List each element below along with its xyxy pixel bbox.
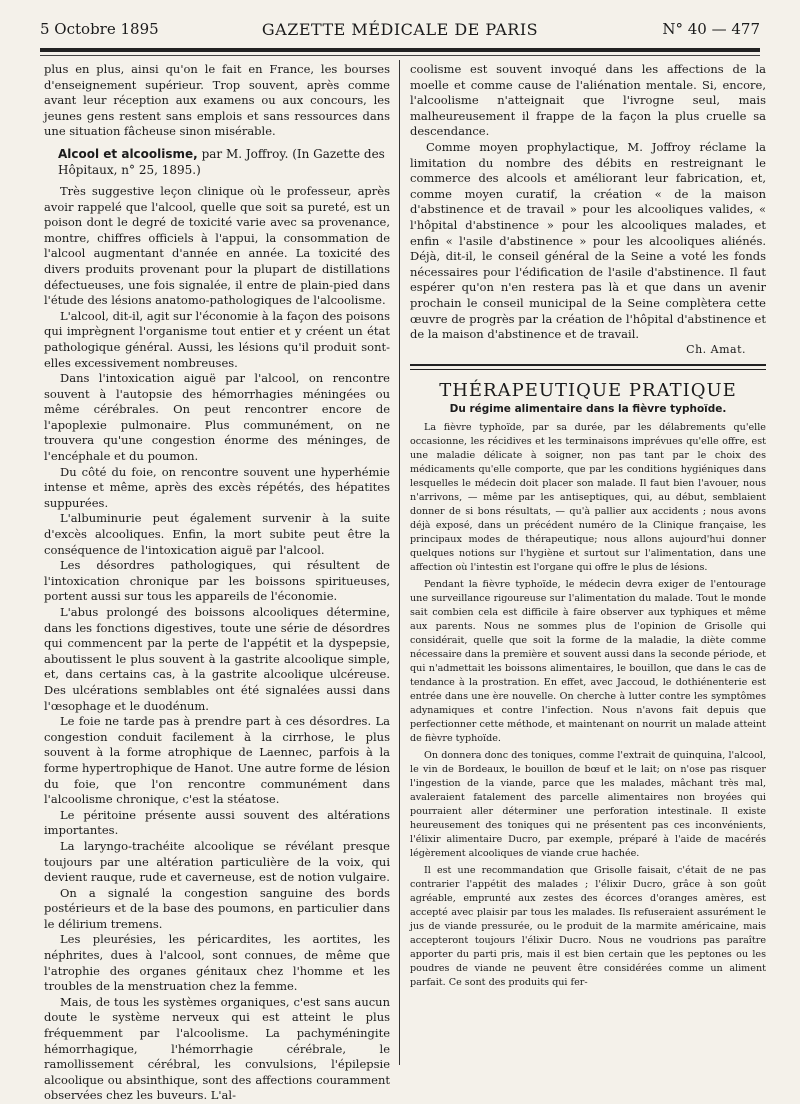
article-paragraph: Les désordres pathologiques, qui résultent de l'intoxication chronique par les boissons spiritueuses, portent aussi sur tous les appareils de l'économie. [44,558,390,604]
therapeutics-article [410,421,766,990]
article-paragraph: Du côté du foie, on rencontre souvent une hyperhémie intense et même, après des excès répétés, des hépatites suppurées. [44,464,390,510]
article-paragraph: Les pleurésies, les péricardites, les aortites, les néphrites, dues à l'alcool, sont connues, de même que l'atrophie des organes génitaux chez l'homme et les troubles de la menstruation chez la femme. [44,932,390,994]
article-paragraph: Mais, de tous les systèmes organiques, c'est sans aucun doute le système nerveux qui est atteint le plus fréquemment par l'alcoolisme. La pachyméningite hémorrhagique, l'hémorrhagie cérébrale, le ramollissement cérébral, les convulsions, l'épilepsie alcoolique ou absinthique, sont des affections couramment observées chez les buveurs. L'al- [44,994,390,1103]
article-paragraph: Le foie ne tarde pas à prendre part à ces désordres. La congestion conduit facilement à la cirrhose, le plus souvent à la forme atrophique de Laennec, parfois à la forme hypertrophique de Hanot. Une autre forme de lésion du foie, que l'on rencontre communément dans l'alcoolisme chronique, c'est la stéatose. [44,714,390,807]
left-column [44,62,390,1103]
page-number: N° 40 — 477 [662,20,760,38]
header-rule-thin [40,55,760,56]
article-paragraph: La fièvre typhoïde, par sa durée, par les délabrements qu'elle occasionne, les récidives et les terminaisons imprévues qu'elle offre, est une maladie délicate à soigner, non pas tant par le choix des médicaments qu'elle comporte, que par les conditions hygiéniques dans lesquelles le médecin doit placer son malade. Il faut bien l'avouer, nous n'arrivons, — même par les antiseptiques, qui, au début, semblaient donner de si bons résultats, — qu'à pallier aux accidents ; nous avons déjà exposé, dans un précédent numéro de la Clinique française, les principaux modes de thérapeutique; nous allons aujourd'hui donner quelques notions sur l'hygiène et surtout sur l'alimentation, dans une affection où l'intestin est l'organe qui offre le plus de lésions. [410,421,766,573]
issue-date: 5 Octobre 1895 [40,20,159,38]
article-paragraph: Dans l'intoxication aiguë par l'alcool, on rencontre souvent à l'autopsie des hémorrhagies méningées ou même cérébrales. On peut rencontrer encore de l'apoplexie pulmonaire. Plus communément, on ne trouvera qu'une congestion énorme des méninges, de l'encéphale et du poumon. [44,371,390,464]
article-paragraph: L'abus prolongé des boissons alcooliques détermine, dans les fonctions digestives, toute une série de désordres qui commencent par la perte de l'appétit et la dyspepsie, aboutissent le plus souvent à la gastrite alcoolique simple, et, dans certains cas, à la gastrite alcoolique ulcéreuse. Des ulcérations semblables ont été signalées aussi dans l'œsophage et le duodénum. [44,605,390,713]
article-heading [44,146,390,178]
journal-title: GAZETTE MÉDICALE DE PARIS [261,20,539,39]
continued-paragraph: coolisme est souvent invoqué dans les affections de la moelle et comme cause de l'aliénation mentale. Si, encore, l'alcoolisme n'atteignait que l'ivrogne seul, mais malheureusement il frappe de la façon la plus cruelle sa descendance. [410,62,766,139]
article-paragraph: On donnera donc des toniques, comme l'extrait de quinquina, l'alcool, le vin de Bordeaux, le bouillon de bœuf et le lait; on n'ose pas risquer l'ingestion de la viande, parce que les malades, mâchant très mal, avaleraient fatalement des parcelle alimentaires non broyées qui pourraient aller déterminer une perforation intestinale. Il existe heureusement des toniques qui ne présentent pas ces inconvénients, l'élixir alimentaire Ducro, par exemple, préparé à l'aide de macérés légèrement alcooliques de viande crue hachée. [410,749,766,859]
continued-paragraph: plus en plus, ainsi qu'on le fait en France, les bourses d'enseignement supérieur. Trop souvent, après comme avant leur réception aux examens ou aux concours, les jeunes gens restent sans emplois et sans ressources dans une situation fâcheuse sinon misérable. [44,62,390,139]
author-signature: Ch. Amat. [686,342,746,356]
article-paragraph: L'albuminurie peut également survenir à la suite d'excès alcooliques. Enfin, la mort subite peut être la conséquence de l'intoxication aiguë par l'alcool. [44,511,390,557]
article-paragraph: Très suggestive leçon clinique où le professeur, après avoir rappelé que l'alcool, quelle que soit sa pureté, est un poison dont le degré de toxicité varie avec sa provenance, montre, chiffres officiels à l'appui, la consommation de l'alcool augmentant d'année en année. La toxicité des divers produits provenant pour la plupart de distillations défectueuses, une fois signalée, il entre de plain-pied dans l'étude des lésions anatomo-pathologiques de l'alcoolisme. [44,183,390,308]
article-paragraph: On a signalé la congestion sanguine des bords postérieurs et de la base des poumons, en particulier dans le délirium tremens. [44,885,390,931]
article-continuation [410,62,766,343]
section-rule [410,364,766,370]
right-column [410,62,766,1065]
article-title: Alcool et alcoolisme, [58,146,198,161]
section-title: THÉRAPEUTIQUE PRATIQUE [439,379,737,401]
article-paragraph: Comme moyen prophylactique, M. Joffroy réclame la limitation du nombre des débits en restreignant le commerce des alcools et améliorant leur fabrication, et, comme moyen curatif, la création « de la maison d'abstinence et de travail » pour les alcooliques valides, « l'hôpital d'abstinence » pour les alcooliques malades, et enfin « l'asile d'abstinence » pour les alcooliques aliénés. Déjà, dit-il, le conseil général de la Seine a voté les fonds nécessaires pour l'édification de l'asile d'abstinence. Il faut espérer qu'on n'en restera pas là et que dans un avenir prochain le conseil municipal de la Seine complètera cette œuvre de progrès par la création de l'hôpital d'abstinence et de la maison d'abstinence et de travail. [410,139,766,342]
column-divider [399,60,400,1065]
article-paragraph: Pendant la fièvre typhoïde, le médecin devra exiger de l'entourage une surveillance rigoureuse sur l'alimentation du malade. Tout le monde sait combien cela est difficile à faire observer aux typhiques et même aux parents. Nous ne sommes plus de l'opinion de Grisolle qui considérait, quelle que soit la forme de la maladie, la diète comme nécessaire dans la première et souvent aussi dans la seconde période, et qui n'admettait les boissons alimentaires, le bouillon, que dans le cas de tendance à la prostration. En effet, avec Jaccoud, le dothiénenterie est entrée dans une ère nouvelle. On cherche à lutter contre les symptômes adynamiques et contre l'infection. Nous n'avons fait depuis que perfectionner cette méthode, et maintenant on nourrit un malade atteint de fièvre typhoïde. [410,578,766,744]
article-author: par M. Joffroy. (In Gazette des Hôpitaux, n° 25, 1895.) [58,146,385,177]
article-paragraph: L'alcool, dit-il, agit sur l'économie à la façon des poisons qui imprègnent l'organisme tout entier et y créent un état pathologique général. Aussi, les lésions qu'il produit sont-elles excessivement nombreuses. [44,308,390,370]
page-header [40,20,760,42]
article-paragraph: Le péritoine présente aussi souvent des altérations importantes. [44,807,390,838]
article-paragraph: Il est une recommandation que Grisolle faisait, c'était de ne pas contrarier l'appétit des malades ; l'élixir Ducro, grâce à son goût agréable, emprunté aux zestes des écorces d'oranges amères, est accepté avec plaisir par tous les malades. Ils refuseraient assurément le jus de viande pressurée, ou le produit de la marmite américaine, mais accepteront toujours l'élixir Ducro. Nous ne voudrions pas paraître apporter du parti pris, mais il est bien certain que les peptones ou les poudres de viande ne peuvent être considérées comme un aliment parfait. Ce sont des produits qui fer- [410,864,766,988]
header-rule-thick [40,48,760,52]
article-paragraph: La laryngo-trachéite alcoolique se révélant presque toujours par une altération particulière de la voix, qui devient rauque, rude et caverneuse, est de notion vulgaire. [44,838,390,885]
section-subtitle: Du régime alimentaire dans la fièvre typhoïde. [449,402,727,415]
